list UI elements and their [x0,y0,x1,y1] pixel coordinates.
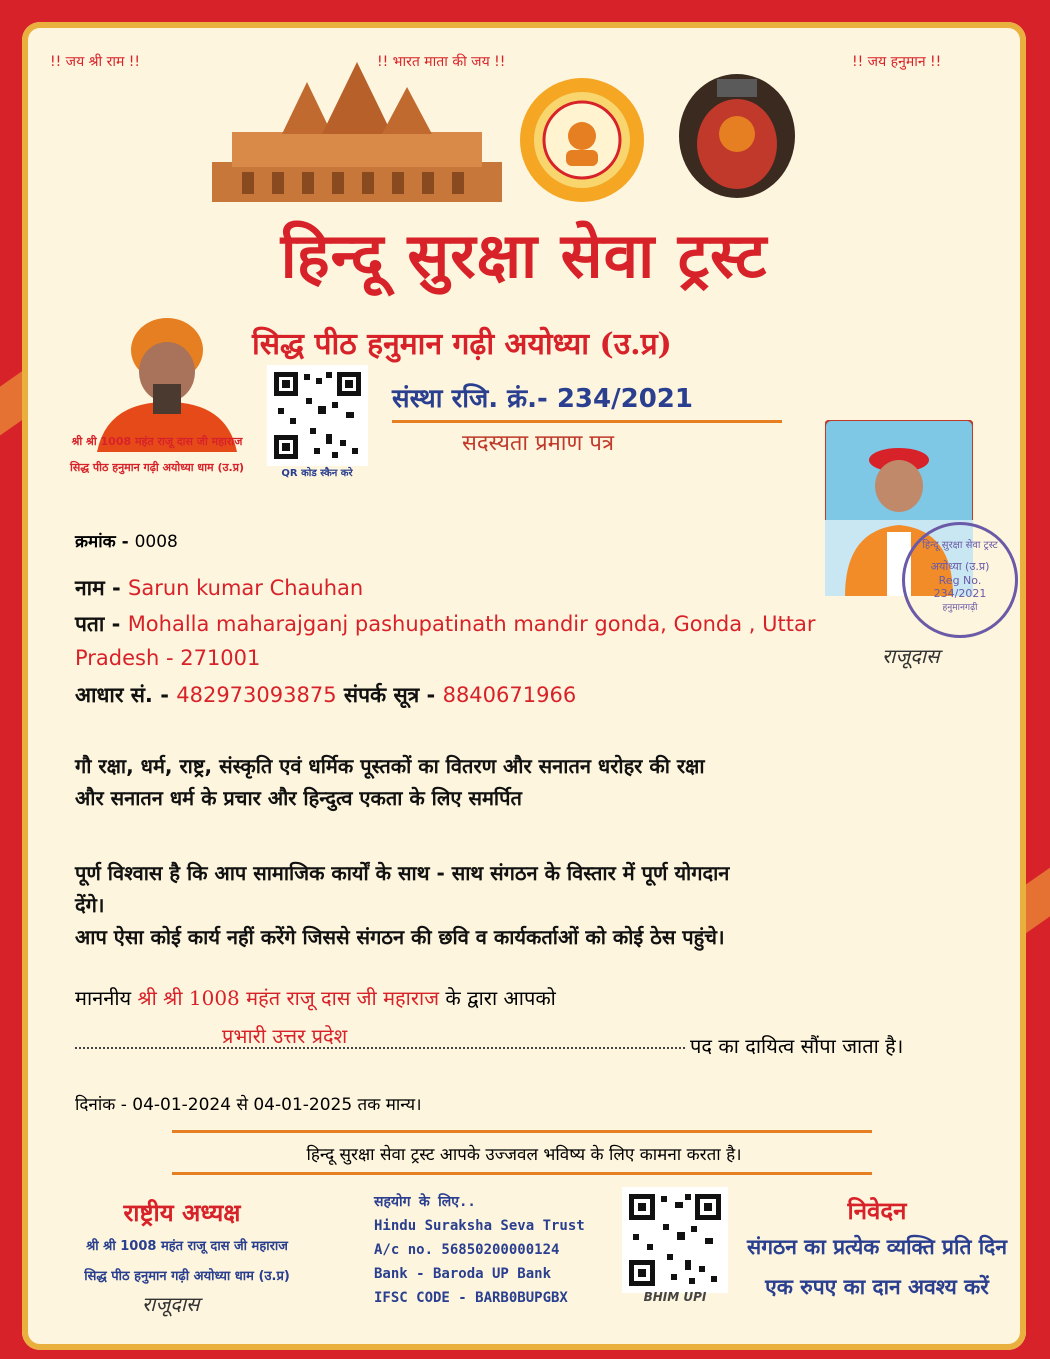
ifsc-code: IFSC CODE - BARB0BUPGBX [374,1290,568,1306]
id-row [75,681,576,709]
conduct-line: आप ऐसा कोई कार्य नहीं करेंगे जिससे संगठन की छवि व कार्यकर्ताओं को कोई ठेस पहुंचे। [75,925,725,949]
validity-text: दिनांक - 04-01-2024 से 04-01-2025 तक मान्य। [75,1095,422,1115]
address-value: Mohalla maharajganj pashupatinath mandir gonda, Gonda , Uttar [127,612,816,636]
account-name: Hindu Suraksha Seva Trust [374,1218,585,1234]
seal-bottom-text: हनुमानगढ़ी [942,603,978,613]
trust-paragraph [75,857,729,953]
trust-line-2: देंगे। [75,893,105,917]
seal-line-1: अयोध्या (उ.प्र) [930,560,990,573]
slogan-left: !! जय श्री राम !! [50,54,141,70]
certificate-card [22,22,1026,1350]
serial-row [75,529,178,552]
president-line-2: सिद्ध पीठ हनुमान गढ़ी अयोध्या धाम (उ.प्र) [84,1269,290,1284]
trust-line-1: पूर्ण विश्वास है कि आप सामाजिक कार्यों के साथ - साथ संगठन के विस्तार में पूर्ण योगदान [75,861,730,885]
name-label: नाम - [75,576,128,600]
account-number: A/c no. 56850200000124 [374,1242,560,1258]
aadhar-label: आधार सं. - [75,683,177,707]
bank-name: Bank - Baroda UP Bank [374,1266,552,1282]
contact-value: 8840671966 [442,683,577,707]
sun-emblem-logo [512,72,652,202]
guru-portrait [77,302,257,452]
trust-seal [902,522,1018,638]
appeal-line-1: संगठन का प्रत्येक व्यक्ति प्रति दिन [747,1235,1007,1259]
appeal-text [737,1227,1017,1307]
support-title: सहयोग के लिए.. [374,1194,476,1210]
honor-prefix: माननीय [75,986,138,1010]
mission-paragraph [75,750,705,814]
upi-qr-code[interactable] [622,1187,728,1293]
divider [172,1130,872,1133]
assigned-post: प्रभारी उत्तर प्रदेश [222,1024,348,1048]
appeal-title: निवेदन [847,1196,907,1225]
signature-right: राजूदास [882,644,940,668]
wish-text: हिन्दू सुरक्षा सेवा ट्रस्ट आपके उज्जवल भविष्य के लिए कामना करता है। [306,1145,742,1165]
seal-line-2: Reg No. [938,574,982,587]
name-row [75,574,363,602]
appeal-line-2: एक रुपए का दान अवश्य करें [765,1275,989,1299]
serial-label: क्रमांक - [75,532,135,552]
aadhar-value: 482973093875 [176,683,337,707]
founder-line-2: सिद्ध पीठ हनुमान गढ़ी अयोध्या धाम (उ.प्र) [70,461,244,474]
mission-line-2: और सनातन धर्म के प्रचार और हिन्दुत्व एकता के लिए समर्पित [75,786,522,810]
name-value: Sarun kumar Chauhan [128,576,364,600]
qr-caption: QR कोड स्कैन करे [281,468,353,479]
org-title: हिन्दू सुरक्षा सेवा ट्रस्ट [280,219,768,292]
certificate-title: सदस्यता प्रमाण पत्र [462,431,615,456]
slogan-center: !! भारत माता की जय !! [377,54,506,70]
slogan-right: !! जय हनुमान !! [852,54,942,70]
hanuman-idol-image [677,74,797,199]
seal-line-3: 234/2021 [933,587,987,600]
post-suffix: पद का दायित्व सौंपा जाता है। [690,1034,904,1058]
signature-footer: राजूदास [142,1292,200,1316]
dotted-line [75,1047,685,1049]
contact-label: संपर्क सूत्र - [336,683,443,707]
address-value-line-2: Pradesh - 271001 [75,646,261,670]
address-row [75,610,815,638]
founder-line-1: श्री श्री 1008 महंत राजू दास जी महाराज [71,435,243,448]
divider [172,1172,872,1175]
org-subtitle: सिद्ध पीठ हनुमान गढ़ी अयोध्या (उ.प्र) [252,327,672,362]
divider [392,420,782,423]
ram-temple-image [212,62,502,202]
qr-code-top[interactable] [267,365,368,466]
registration-number: संस्था रजि. क्रं.- 234/2021 [392,384,693,414]
seal-top-text: हिन्दू सुरक्षा सेवा ट्रस्ट [922,540,998,551]
president-line-1: श्री श्री 1008 महंत राजू दास जी महाराज [86,1239,288,1254]
honor-suffix: के द्वारा आपको [439,986,556,1010]
address-label: पता - [75,612,128,636]
mission-line-1: गौ रक्षा, धर्म, राष्ट्र, संस्कृति एवं धर्मिक पूस्तकों का वितरण और सनातन धरोहर की रक्षा [75,754,705,778]
president-title: राष्ट्रीय अध्यक्ष [123,1198,241,1227]
honor-name: श्री श्री 1008 महंत राजू दास जी महाराज [137,986,440,1010]
honor-row [75,984,556,1011]
bank-details [374,1190,585,1310]
serial-value: 0008 [134,532,178,552]
upi-label: BHIM UPI [643,1290,707,1304]
